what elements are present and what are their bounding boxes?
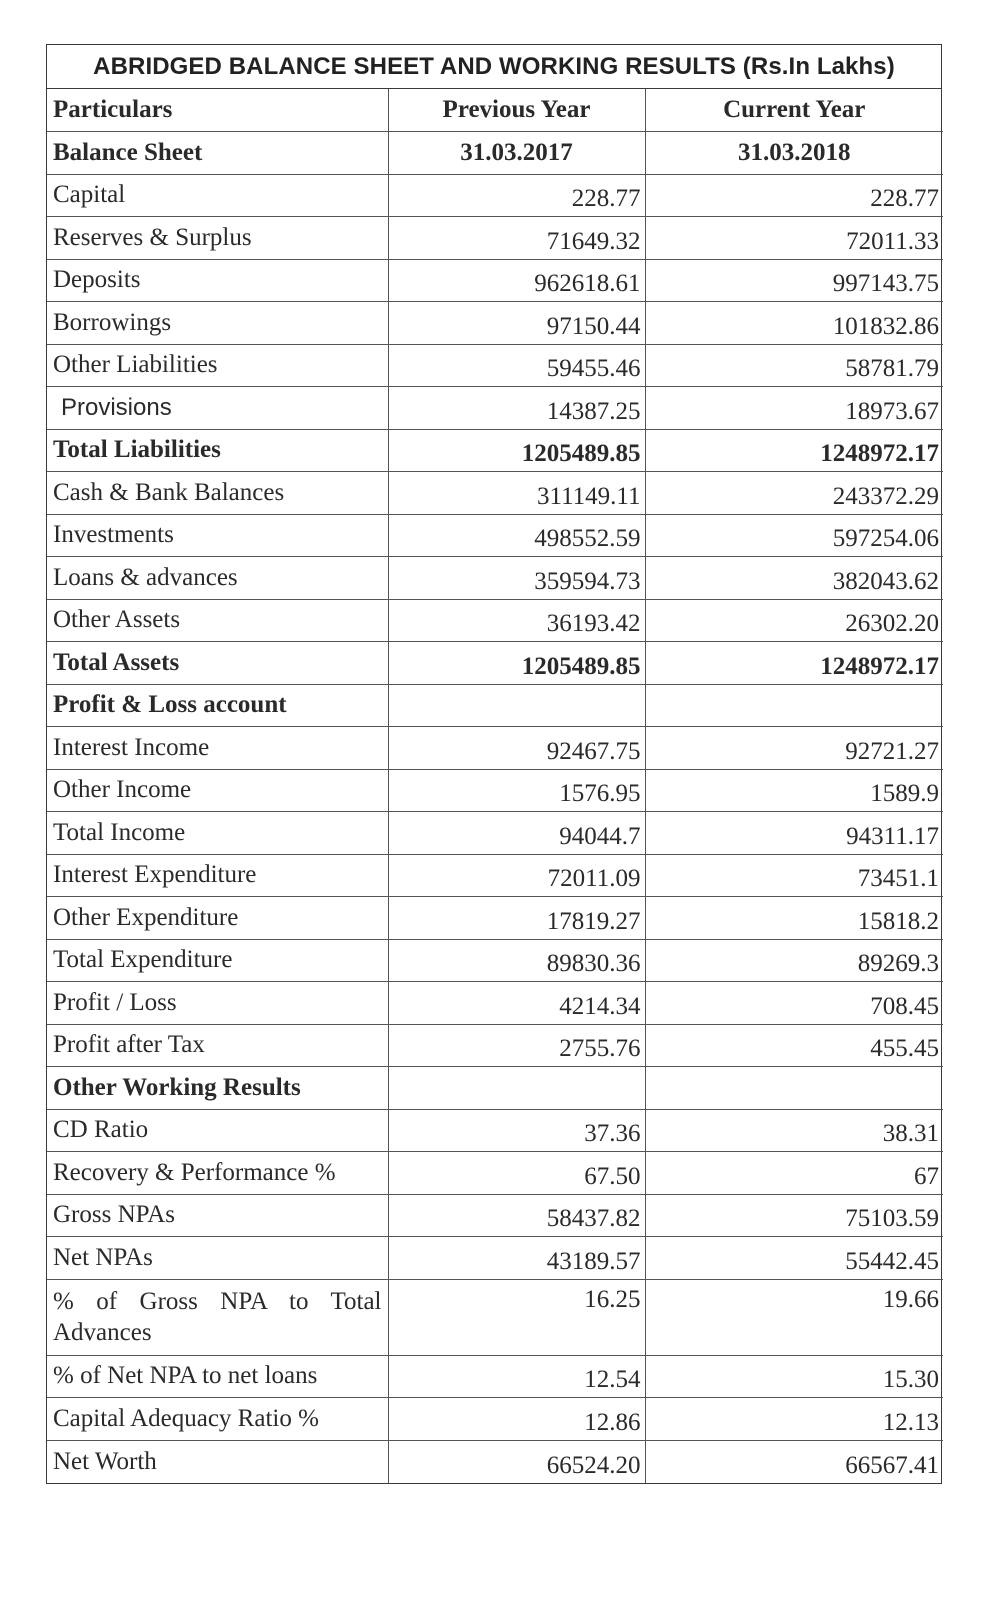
current-year-value: 708.45 [645,982,943,1025]
row-label: CD Ratio [47,1109,388,1152]
previous-year-value: 59455.46 [388,344,645,387]
row-label: Balance Sheet [47,132,388,175]
header-current-year: Current Year [645,89,943,132]
previous-year-value: 962618.61 [388,259,645,302]
table-row [47,1440,943,1483]
previous-year-value: 66524.20 [388,1440,645,1483]
previous-year-value: 97150.44 [388,302,645,345]
current-year-value: 26302.20 [645,599,943,642]
row-label: Capital Adequacy Ratio % [47,1398,388,1441]
row-label: Total Assets [47,642,388,685]
row-label: Cash & Bank Balances [47,472,388,515]
current-year-value: 31.03.2018 [645,132,943,175]
row-label: Gross NPAs [47,1194,388,1237]
table-row [47,1194,943,1237]
current-year-value: 597254.06 [645,514,943,557]
table-row [47,897,943,940]
current-year-value: 1248972.17 [645,642,943,685]
table-row [47,939,943,982]
previous-year-value: 14387.25 [388,387,645,430]
previous-year-value: 16.25 [388,1279,645,1355]
table-row [47,854,943,897]
current-year-value: 382043.62 [645,557,943,600]
row-label: % of Gross NPA to Total Advances [47,1279,388,1355]
current-year-value: 19.66 [645,1279,943,1355]
current-year-value: 12.13 [645,1398,943,1441]
previous-year-value: 17819.27 [388,897,645,940]
table-row [47,174,943,217]
previous-year-value [388,1067,645,1110]
current-year-value: 92721.27 [645,727,943,770]
table-row [47,387,943,430]
previous-year-value: 498552.59 [388,514,645,557]
previous-year-value: 12.86 [388,1398,645,1441]
results-table [47,89,943,1483]
row-label: Total Expenditure [47,939,388,982]
row-label: Total Income [47,812,388,855]
table-row [47,1237,943,1280]
row-label: Other Liabilities [47,344,388,387]
current-year-value: 94311.17 [645,812,943,855]
current-year-value: 1248972.17 [645,429,943,472]
previous-year-value: 4214.34 [388,982,645,1025]
row-label: Provisions [47,387,388,430]
table-row [47,812,943,855]
row-label: Profit & Loss account [47,684,388,727]
current-year-value: 243372.29 [645,472,943,515]
table-row [47,1398,943,1441]
current-year-value: 228.77 [645,174,943,217]
previous-year-value: 43189.57 [388,1237,645,1280]
current-year-value: 38.31 [645,1109,943,1152]
table-row [47,344,943,387]
row-label: Total Liabilities [47,429,388,472]
table-row [47,1152,943,1195]
previous-year-value: 31.03.2017 [388,132,645,175]
table-row [47,1024,943,1067]
previous-year-value: 58437.82 [388,1194,645,1237]
balance-sheet-table [46,44,942,1484]
current-year-value [645,1067,943,1110]
row-label: Interest Expenditure [47,854,388,897]
row-label: Other Income [47,769,388,812]
table-row [47,769,943,812]
current-year-value: 67 [645,1152,943,1195]
current-year-value: 58781.79 [645,344,943,387]
previous-year-value: 94044.7 [388,812,645,855]
row-label: Borrowings [47,302,388,345]
table-row [47,1279,943,1355]
previous-year-value: 72011.09 [388,854,645,897]
previous-year-value: 228.77 [388,174,645,217]
current-year-value: 73451.1 [645,854,943,897]
previous-year-value: 89830.36 [388,939,645,982]
current-year-value: 101832.86 [645,302,943,345]
row-label: Net NPAs [47,1237,388,1280]
previous-year-value: 1576.95 [388,769,645,812]
row-label: Capital [47,174,388,217]
section-row [47,132,943,175]
previous-year-value: 67.50 [388,1152,645,1195]
previous-year-value: 311149.11 [388,472,645,515]
current-year-value: 89269.3 [645,939,943,982]
table-row [47,302,943,345]
previous-year-value: 1205489.85 [388,429,645,472]
row-label: Deposits [47,259,388,302]
current-year-value: 997143.75 [645,259,943,302]
total-row [47,429,943,472]
previous-year-value: 36193.42 [388,599,645,642]
header-row [47,89,943,132]
table-title: ABRIDGED BALANCE SHEET AND WORKING RESULTS (Rs.In Lakhs) [47,45,941,89]
row-label: Other Assets [47,599,388,642]
row-label: Investments [47,514,388,557]
table-row [47,557,943,600]
total-row [47,642,943,685]
previous-year-value: 71649.32 [388,217,645,260]
row-label: Other Working Results [47,1067,388,1110]
current-year-value [645,684,943,727]
current-year-value: 18973.67 [645,387,943,430]
table-row [47,727,943,770]
current-year-value: 455.45 [645,1024,943,1067]
current-year-value: 15.30 [645,1355,943,1398]
row-label: Net Worth [47,1440,388,1483]
row-label: Loans & advances [47,557,388,600]
table-row [47,1109,943,1152]
current-year-value: 75103.59 [645,1194,943,1237]
previous-year-value: 1205489.85 [388,642,645,685]
table-row [47,982,943,1025]
previous-year-value: 359594.73 [388,557,645,600]
previous-year-value: 92467.75 [388,727,645,770]
current-year-value: 1589.9 [645,769,943,812]
previous-year-value [388,684,645,727]
table-row [47,472,943,515]
table-row [47,514,943,557]
header-previous-year: Previous Year [388,89,645,132]
row-label: Profit / Loss [47,982,388,1025]
row-label: Recovery & Performance % [47,1152,388,1195]
row-label: % of Net NPA to net loans [47,1355,388,1398]
table-row [47,259,943,302]
previous-year-value: 2755.76 [388,1024,645,1067]
row-label: Interest Income [47,727,388,770]
header-particulars: Particulars [47,89,388,132]
table-row [47,599,943,642]
row-label: Reserves & Surplus [47,217,388,260]
current-year-value: 15818.2 [645,897,943,940]
current-year-value: 55442.45 [645,1237,943,1280]
row-label: Profit after Tax [47,1024,388,1067]
previous-year-value: 37.36 [388,1109,645,1152]
section-row [47,1067,943,1110]
current-year-value: 72011.33 [645,217,943,260]
table-row [47,1355,943,1398]
row-label: Other Expenditure [47,897,388,940]
previous-year-value: 12.54 [388,1355,645,1398]
table-row [47,217,943,260]
current-year-value: 66567.41 [645,1440,943,1483]
section-row [47,684,943,727]
